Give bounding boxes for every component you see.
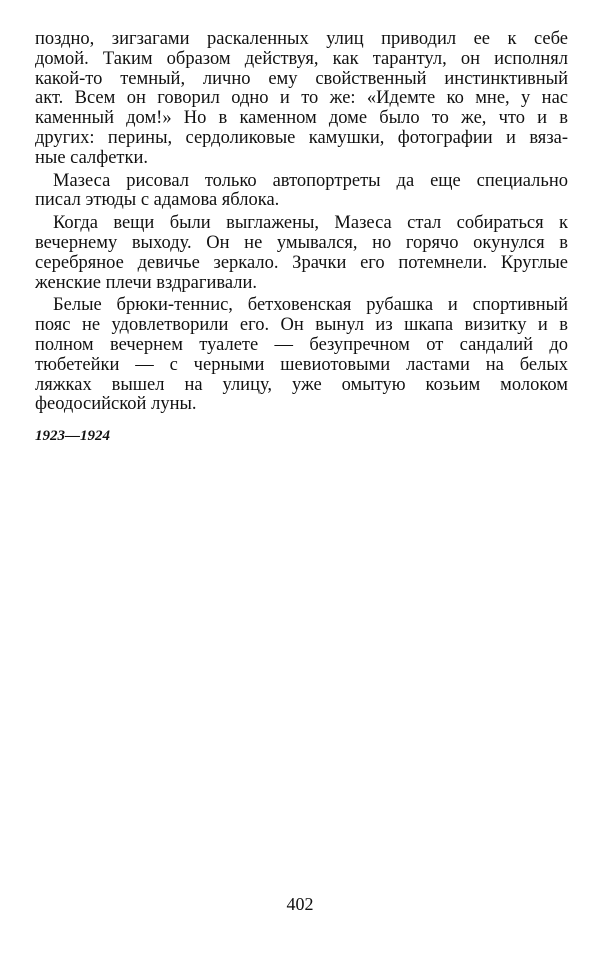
- text-line: какой-то темный, лично ему свойственный инстинктивный: [35, 68, 568, 89]
- text-line: пояс не удовлетворили его. Он вынул из шкапа визитку и в: [35, 315, 568, 336]
- text-line: Белые брюки-теннис, бетховенская рубашка и спортивный: [53, 295, 568, 316]
- body-text: [35, 30, 568, 418]
- text-line: вечернему выходу. Он не умывался, но горячо окунулся в: [35, 232, 568, 253]
- text-line: ные салфетки.: [35, 147, 149, 168]
- paragraph-4: [35, 296, 568, 415]
- text-line: феодосийской луны.: [35, 394, 197, 415]
- text-line: каменный дом!» Но в каменном доме было то же, что и в: [35, 108, 568, 129]
- paragraph-3: [35, 214, 568, 293]
- text-line: поздно, зигзагами раскаленных улиц приводил ее к себе: [35, 29, 568, 49]
- text-line: серебряное девичье зеркало. Зрачки его потемнели. Круглые: [35, 252, 568, 273]
- text-line: Когда вещи были выглажены, Мазеса стал собираться к: [53, 213, 568, 234]
- text-line: ляжках вышел на улицу, уже омытую козьим молоком: [35, 374, 568, 395]
- text-line: полном вечернем туалете — безупречном от сандалий до: [35, 334, 568, 355]
- text-line: домой. Таким образом действуя, как тарантул, он исполнял: [35, 48, 568, 69]
- text-line: тюбетейки — с черными шевиотовыми ластами на белых: [35, 354, 568, 375]
- text-line: писал этюды с адамова яблока.: [35, 190, 280, 211]
- page-number: 402: [286, 894, 314, 914]
- paragraph-2: [35, 172, 568, 212]
- date-line: 1923—1924: [35, 428, 110, 444]
- text-line: женские плечи вздрагивали.: [35, 272, 257, 293]
- text-line: акт. Всем он говорил одно и то же: «Идемте ко мне, у нас: [35, 88, 568, 109]
- text-line: Мазеса рисовал только автопортреты да еще специально: [53, 170, 568, 191]
- paragraph-1: [35, 30, 568, 169]
- text-line: других: перины, сердоликовые камушки, фотографии и вяза-: [35, 127, 568, 148]
